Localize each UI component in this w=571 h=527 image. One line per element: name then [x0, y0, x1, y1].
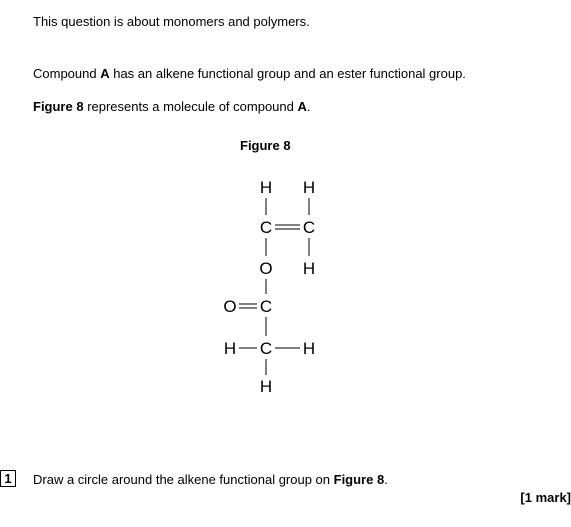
- atom-h-methyl-right: H: [302, 339, 316, 358]
- atom-c-alkene-left: C: [259, 218, 273, 237]
- intro-text: This question is about monomers and polymers.: [33, 14, 310, 29]
- atom-h-top-left: H: [259, 178, 273, 197]
- compound-label: A: [100, 66, 110, 81]
- compound-desc-after: has an alkene functional group and an ester functional group.: [109, 66, 466, 81]
- atom-o-ester: O: [259, 259, 273, 278]
- molecule-structure: [210, 168, 340, 403]
- question-number-box: 1: [0, 470, 16, 487]
- atom-h-methyl-bottom: H: [259, 377, 273, 396]
- figure-reference: [33, 99, 311, 115]
- figure-title: Figure 8: [240, 138, 291, 153]
- question-text: [33, 472, 388, 488]
- figure-reference-end: .: [306, 99, 311, 114]
- atom-o-carbonyl: O: [223, 297, 237, 316]
- question-text-before: Draw a circle around the alkene functional group on: [33, 472, 334, 487]
- atom-c-methyl: C: [259, 339, 273, 358]
- atom-h-top-right: H: [302, 178, 316, 197]
- figure-reference-middle: represents a molecule of compound: [83, 99, 298, 114]
- atom-h-methyl-left: H: [223, 339, 237, 358]
- compound-description: [33, 66, 466, 82]
- mark-allocation: [1 mark]: [520, 490, 571, 505]
- atom-c-alkene-right: C: [302, 218, 316, 237]
- atom-h-right: H: [302, 259, 316, 278]
- atom-c-carbonyl: C: [259, 297, 273, 316]
- question-text-after: .: [384, 472, 388, 487]
- figure-reference-label: Figure 8: [33, 99, 84, 114]
- compound-desc-before: Compound: [33, 66, 101, 81]
- figure-reference-compound: A: [297, 99, 307, 114]
- question-figure-label: Figure 8: [333, 472, 385, 487]
